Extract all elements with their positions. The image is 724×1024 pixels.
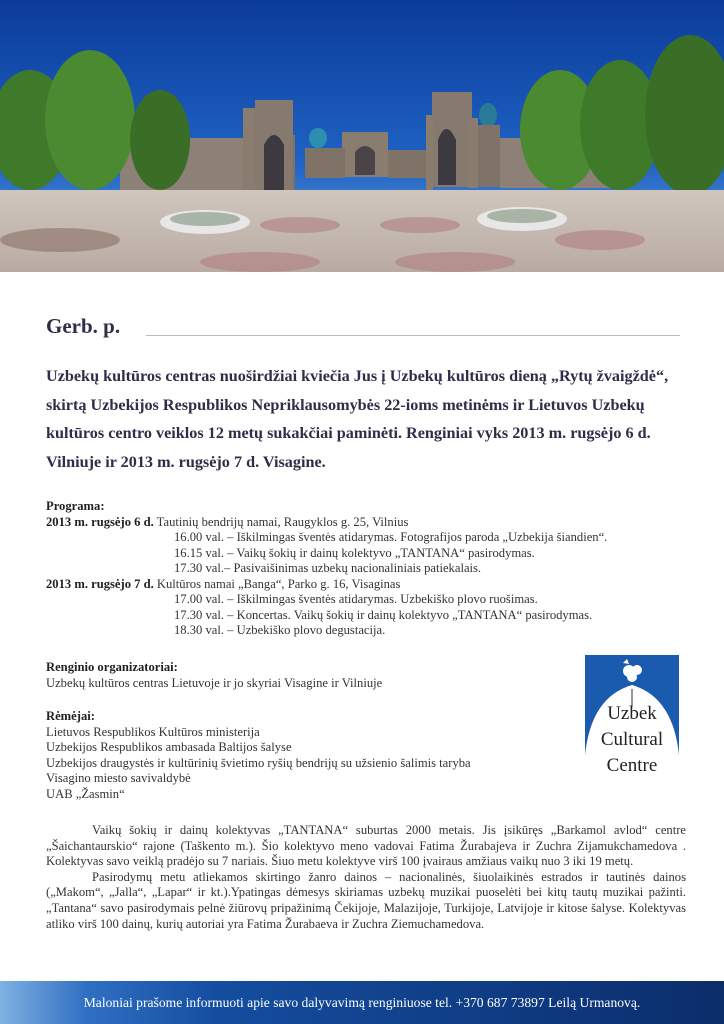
footer-bar <box>0 981 724 1024</box>
logo-line-3: Centre <box>606 755 658 776</box>
organizers-heading: Renginio organizatoriai: <box>46 660 178 674</box>
sponsor-item: Uzbekijos draugystės ir kultūrinių švietimo ryšių bendrijų su užsienio šalimis taryba <box>46 755 471 770</box>
invitation-line: Uzbekų kultūros centras nuoširdžiai kviečia Jus į Uzbekų kultūros dieną „Rytų žvaigždė“, <box>46 367 669 385</box>
invitation-line: Vilniuje ir 2013 m. rugsėjo 7 d. Visagine. <box>46 452 326 471</box>
uzbek-cultural-centre-logo <box>585 655 679 781</box>
program-item: 17.00 val. – Iškilmingas šventės atidarymas. Uzbekiško plovo ruošimas. <box>174 592 538 606</box>
day-date: 2013 m. rugsėjo 6 d. <box>46 514 154 529</box>
sponsors-heading: Rėmėjai: <box>46 709 95 723</box>
day-date: 2013 m. rugsėjo 7 d. <box>46 576 154 591</box>
organizers-text: Uzbekų kultūros centras Lietuvoje ir jo skyriai Visagine ir Vilniuje <box>46 675 383 690</box>
logo-line-1: Uzbek <box>607 703 657 724</box>
greeting-label: Gerb. p. <box>46 314 121 338</box>
ensemble-description <box>46 823 686 932</box>
name-fill-line <box>146 335 680 336</box>
description-paragraph: Vaikų šokių ir dainų kolektyvas „TANTANA“ suburtas 2000 metais. Jis įsikūręs „Barkamol avlod“ centre „Šaichantaurskio“ rajone (Taškento m.). Šio kolektyvo meno vadovai Fatima Žurabajeva ir Zuchra Zijamukchamedova . Kolektyvas savo veiklą pradėjo su 7 nariais. Šiuo metu kolektyve virš 100 įvairaus amžiaus vaikų nuo 3 iki 19 metų. <box>46 823 686 869</box>
description-paragraph: Pasirodymų metu atliekamos skirtingo žanro dainos – nacionalinės, šiuolaikinės estrados ir tautinės dainos („Makom“, „Jalla“, „Lapar“ ir kt.).Ypatingas dėmesys skiriamas uzbekų muzikai puoselėti bei kitų tautų muzikai pažinti. „Tantana“ savo pasirodymais pelnė žiūrovų pripažinimą Čekijoje, Malazijoje, Turkijoje, Latvijoje ir kitose šalyse. Kolektyvas atliko virš 100 dainų, kurių autoriai yra Fatima Žurabaeva ir Zuchra Ziemuchamedova. <box>46 869 686 931</box>
program-item: 17.30 val.– Pasivaišinimas uzbekų nacionaliniais patiekalais. <box>174 561 482 575</box>
footer-contact-text: Maloniai prašome informuoti apie savo dalyvavimą renginiuose tel. +370 687 73897 Leilą Urmanovą. <box>83 994 641 1010</box>
program-day-2 <box>46 577 706 593</box>
invitation-text <box>46 362 686 476</box>
sponsors-section <box>46 709 566 802</box>
sponsor-item: Uzbekijos Respublikos ambasada Baltijos šalyse <box>46 740 292 754</box>
invitation-line: skirtą Uzbekijos Respublikos Nepriklausomybės 22-ioms metinėms ir Lietuvos Uzbekų <box>46 395 645 414</box>
organizers-section <box>46 660 566 691</box>
registan-illustration <box>0 0 724 272</box>
program-day-1 <box>46 515 706 531</box>
logo-line-2: Cultural <box>600 729 664 750</box>
sponsor-item: Visagino miesto savivaldybė <box>46 771 191 785</box>
day-venue: Tautinių bendrijų namai, Raugyklos g. 25, Vilnius <box>156 514 409 529</box>
invitation-line: kultūros centro veiklos 12 metų sukakčiai paminėti. Renginiai vyks 2013 m. rugsėjo 6 d. <box>46 424 651 442</box>
banner-photo <box>0 0 724 272</box>
program-item: 18.30 val. – Uzbekiško plovo degustacija. <box>174 623 386 637</box>
program-heading: Programa: <box>46 499 105 513</box>
sponsor-item: UAB „Žasmin“ <box>46 786 125 801</box>
program-item: 16.00 val. – Iškilmingas šventės atidarymas. Fotografijos paroda „Uzbekija šiandien“. <box>174 530 608 544</box>
program-section <box>46 499 706 639</box>
program-item: 17.30 val. – Koncertas. Vaikų šokių ir dainų kolektyvo „TANTANA“ pasirodymas. <box>174 607 593 622</box>
sponsor-item: Lietuvos Respublikos Kultūros ministerija <box>46 724 260 739</box>
day-venue: Kultūros namai „Banga“, Parko g. 16, Visaginas <box>156 576 401 591</box>
program-item: 16.15 val. – Vaikų šokių ir dainų kolektyvo „TANTANA“ pasirodymas. <box>174 545 535 560</box>
